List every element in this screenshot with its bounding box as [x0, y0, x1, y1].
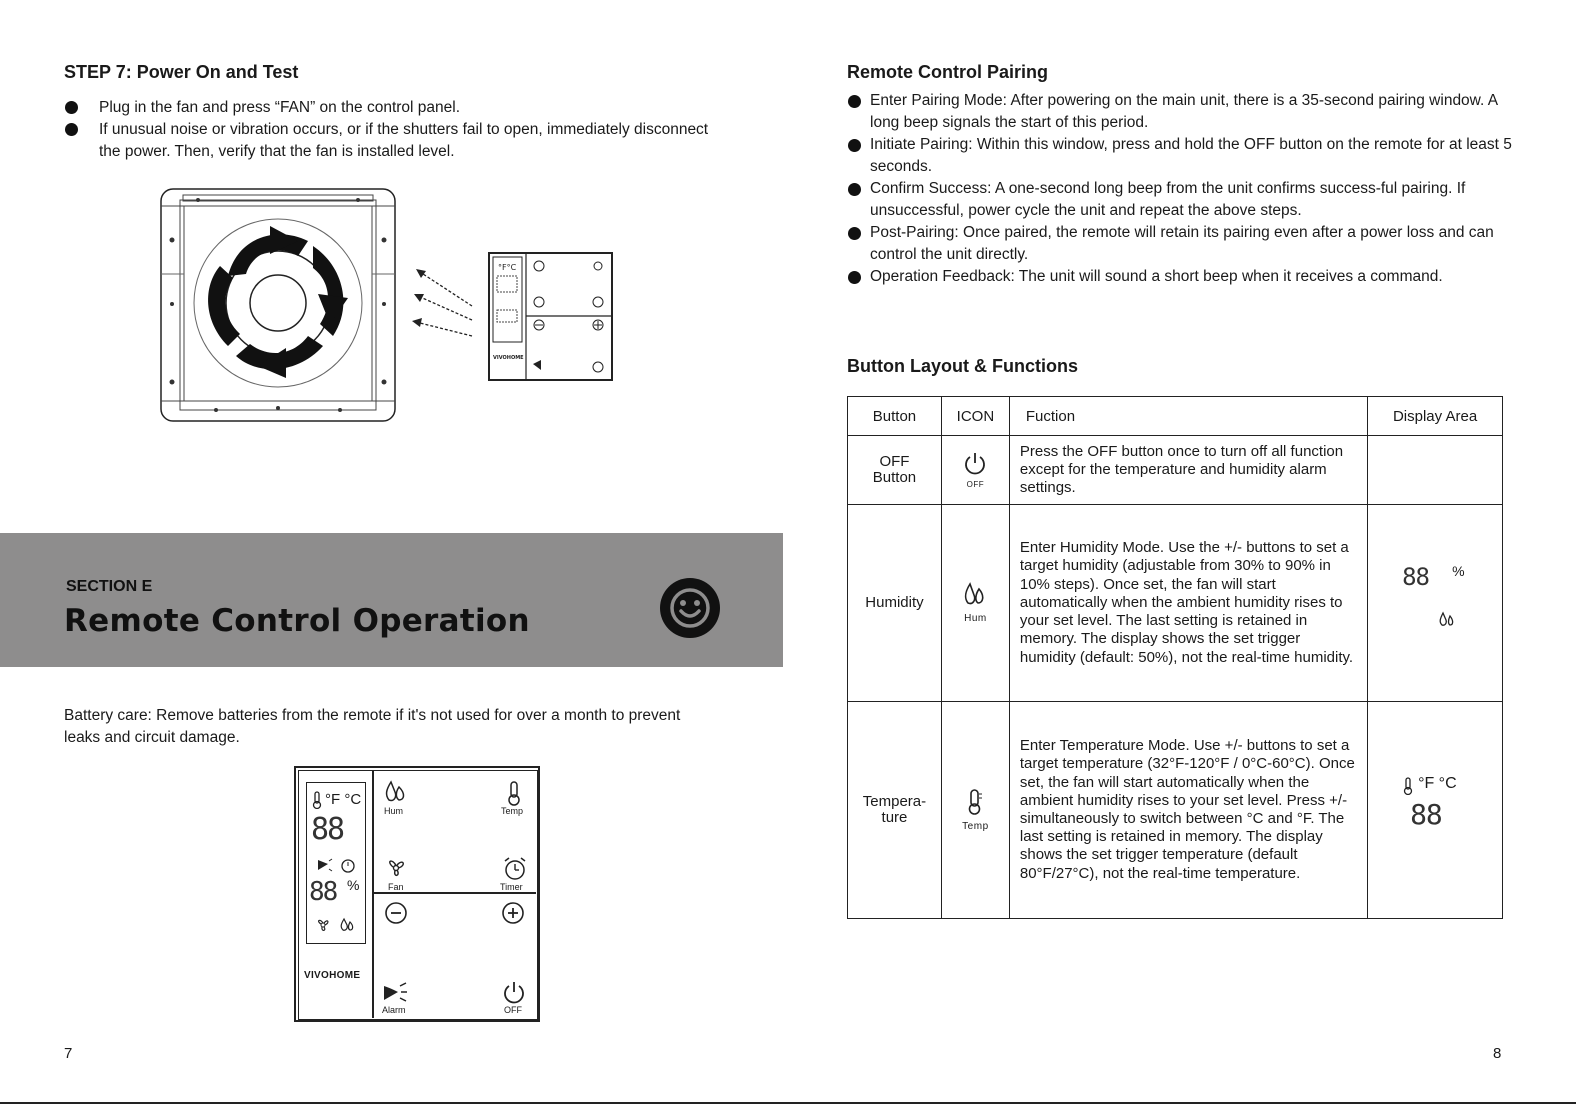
minus-icon[interactable] — [384, 901, 408, 925]
button-function-table — [847, 396, 1503, 919]
battery-care-note: Battery care: Remove batteries from the remote if it's not used for over a month to prevent leaks and circuit damage. — [64, 707, 681, 746]
power-icon — [964, 451, 986, 475]
alarm-label: Alarm — [382, 1005, 406, 1015]
step-title: STEP 7: Power On and Test — [64, 62, 299, 82]
icon-caption: Hum — [964, 613, 987, 624]
lcd-percent: % — [347, 877, 360, 893]
section-label: SECTION E — [66, 578, 153, 595]
thermometer-icon — [506, 780, 522, 806]
function-text: Enter Humidity Mode. Use the +/- buttons to set a target humidity (adjustable from 30% to 90% in 10% steps). Once set, the fan will start automatically when the ambient humidity rises to your set level. The last setting is retained in memory. The display shows the set trigger humidity (default: 50%), not the real-time humidity. — [1009, 505, 1367, 702]
bullet-icon — [65, 123, 78, 136]
bottom-rule — [0, 1102, 1576, 1104]
alarm-icon — [317, 858, 333, 872]
icon-cell — [941, 702, 1009, 919]
table-row — [848, 702, 1503, 919]
fan-illustration — [158, 186, 398, 424]
remote-brand: VIVOHOME — [304, 970, 361, 981]
button-name: Tempera-ture — [848, 702, 942, 919]
display-area — [1368, 436, 1503, 505]
step-bullet-list — [64, 97, 714, 163]
display-area — [1368, 702, 1503, 919]
table-row — [848, 505, 1503, 702]
smiley-icon — [659, 577, 721, 639]
svg-text:VIVOHOME: VIVOHOME — [493, 355, 524, 361]
timer-icon — [502, 856, 528, 882]
fan-label: Fan — [388, 882, 404, 892]
icon-caption: OFF — [966, 480, 985, 489]
timer-label: Timer — [500, 882, 523, 892]
bullet-icon — [848, 227, 861, 240]
remote-illustration — [488, 252, 614, 382]
lcd-digits-upper: 88 — [311, 812, 344, 847]
svg-text:°F°C: °F°C — [498, 263, 517, 272]
signal-arrows-icon — [410, 266, 480, 340]
lcd-units: °F °C — [325, 791, 362, 808]
humidity-icon — [339, 917, 355, 933]
display-digits: 88 — [1402, 563, 1429, 591]
remote-lcd — [306, 782, 366, 944]
function-text: Press the OFF button once to turn off all function except for the temperature and humidity alarm settings. — [1009, 436, 1367, 505]
header-function: Fuction — [1009, 397, 1367, 436]
page-number-right: 8 — [1493, 1045, 1502, 1062]
humidity-icon — [384, 780, 406, 804]
header-button: Button — [848, 397, 942, 436]
layout-title: Button Layout & Functions — [847, 356, 1078, 376]
bullet-icon — [65, 101, 78, 114]
list-item: Enter Pairing Mode: After powering on the main unit, there is a 35-second pairing window. A long beep signals the start of this period. — [848, 90, 1518, 134]
timer-icon — [340, 857, 356, 873]
alarm-icon[interactable] — [382, 982, 408, 1004]
temp-label: Temp — [501, 806, 524, 816]
display-unit: % — [1452, 563, 1465, 579]
header-display-area: Display Area — [1368, 397, 1503, 436]
bullet-icon — [848, 95, 861, 108]
thermometer-icon — [966, 788, 984, 816]
list-item: Post-Pairing: Once paired, the remote will retain its pairing even after a power loss and can control the unit directly. — [848, 222, 1518, 266]
off-label: OFF — [504, 1005, 522, 1015]
pairing-title: Remote Control Pairing — [847, 62, 1049, 82]
list-item: Operation Feedback: The unit will sound a short beep when it receives a command. — [848, 266, 1518, 288]
list-item: If unusual noise or vibration occurs, or if the shutters fail to open, immediately disconnect the power. Then, verify that the fan is installed level. — [64, 119, 714, 163]
icon-cell — [941, 436, 1009, 505]
page-number-left: 7 — [64, 1045, 73, 1062]
bullet-icon — [848, 271, 861, 284]
lcd-digits-lower: 88 — [309, 877, 337, 907]
header-icon: ICON — [941, 397, 1009, 436]
power-icon[interactable] — [502, 980, 526, 1004]
fan-icon — [384, 856, 408, 880]
section-title: Remote Control Operation — [64, 603, 530, 639]
display-area — [1368, 505, 1503, 702]
bullet-icon — [848, 139, 861, 152]
function-text: Enter Temperature Mode. Use +/- buttons to set a target temperature (32°F-120°F / 0°C-60°C). Once set, the fan will start automatically when the ambient humidity rises to your set level. Press +/- simultaneously to switch between °C and °F. The last setting is retained in memory. The display shows the set trigger temperature (default 80°F/27°C), not the real-time temperature. — [1009, 702, 1367, 919]
table-row — [848, 436, 1503, 505]
display-unit: °F °C — [1418, 775, 1457, 792]
icon-caption: Temp — [962, 821, 989, 832]
display-digits: 88 — [1410, 798, 1442, 831]
fan-icon — [315, 917, 331, 933]
humidity-icon — [962, 582, 988, 608]
list-item: Plug in the fan and press “FAN” on the control panel. — [64, 97, 714, 119]
button-name: Humidity — [848, 505, 942, 702]
plus-icon[interactable] — [501, 901, 525, 925]
bullet-icon — [848, 183, 861, 196]
hum-label: Hum — [384, 806, 404, 816]
icon-cell — [941, 505, 1009, 702]
table-header-row — [848, 397, 1503, 436]
humidity-icon — [1438, 611, 1456, 629]
remote-large — [294, 766, 540, 1022]
thermometer-icon — [1402, 777, 1414, 795]
thermometer-icon — [311, 791, 323, 809]
button-name: OFF Button — [848, 436, 942, 505]
pairing-bullet-list — [848, 90, 1518, 288]
list-item: Initiate Pairing: Within this window, press and hold the OFF button on the remote for at least 5 seconds. — [848, 134, 1518, 178]
list-item: Confirm Success: A one-second long beep from the unit confirms success-ful pairing. If unsuccessful, power cycle the unit and repeat the above steps. — [848, 178, 1518, 222]
